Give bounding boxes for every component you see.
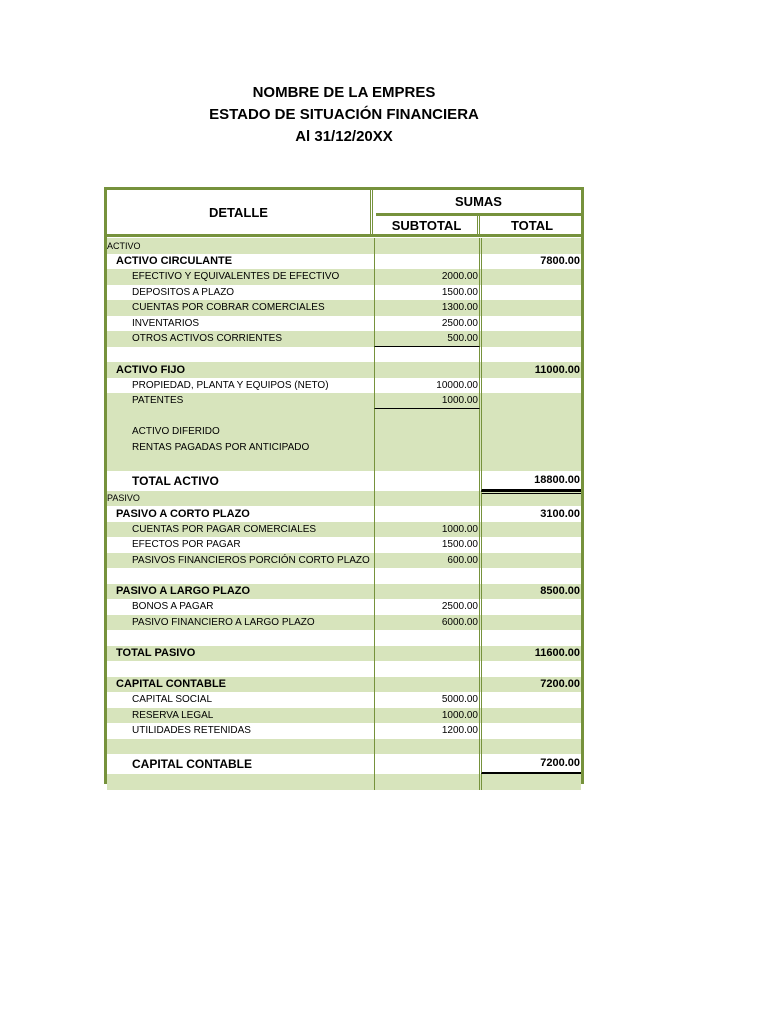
table-row <box>107 347 581 363</box>
row-subtotal: 2500.00 <box>374 599 480 615</box>
table-row <box>107 522 581 538</box>
row-detail <box>107 739 373 755</box>
table-row <box>107 708 581 724</box>
row-total <box>481 316 581 332</box>
table-row <box>107 316 581 332</box>
column-header-detalle: DETALLE <box>107 190 373 235</box>
table-row <box>107 506 581 522</box>
row-detail <box>107 455 373 471</box>
row-total <box>481 300 581 316</box>
row-detail: PROPIEDAD, PLANTA Y EQUIPOS (NETO) <box>132 379 329 391</box>
row-total <box>481 285 581 301</box>
row-detail: PASIVO <box>107 493 140 504</box>
row-total <box>481 491 581 507</box>
row-detail: ACTIVO <box>107 240 141 251</box>
row-subtotal: 1000.00 <box>374 708 480 724</box>
row-total <box>481 568 581 584</box>
table-row <box>107 537 581 553</box>
row-detail <box>107 630 373 646</box>
table-row <box>107 440 581 456</box>
row-subtotal <box>374 677 480 693</box>
document-title-block <box>104 82 584 148</box>
table-row <box>107 568 581 584</box>
column-header-sumas: SUMAS <box>376 190 581 216</box>
row-detail: PATENTES <box>132 395 184 407</box>
table-row <box>107 646 581 662</box>
row-detail: PASIVO A LARGO PLAZO <box>116 585 251 598</box>
row-detail: RESERVA LEGAL <box>132 709 214 721</box>
table-row <box>107 774 581 790</box>
row-subtotal: 1300.00 <box>374 300 480 316</box>
row-detail: RENTAS PAGADAS POR ANTICIPADO <box>132 441 310 453</box>
row-subtotal: 1500.00 <box>374 285 480 301</box>
row-total <box>481 378 581 394</box>
table-row <box>107 723 581 739</box>
row-total <box>481 424 581 440</box>
row-subtotal: 500.00 <box>374 331 480 347</box>
table-row <box>107 754 581 774</box>
row-subtotal <box>374 491 480 507</box>
table-row <box>107 739 581 755</box>
row-total <box>481 393 581 409</box>
row-total <box>481 739 581 755</box>
row-detail: PASIVO A CORTO PLAZO <box>116 507 250 520</box>
row-total <box>481 630 581 646</box>
row-total: 8500.00 <box>481 584 581 600</box>
row-total <box>481 522 581 538</box>
table-row <box>107 630 581 646</box>
table-row <box>107 269 581 285</box>
table-body <box>107 238 581 790</box>
table-row <box>107 238 581 254</box>
row-detail <box>107 409 373 425</box>
statement-date: Al 31/12/20XX <box>295 128 393 145</box>
row-subtotal <box>374 754 480 774</box>
row-detail: PASIVO FINANCIERO A LARGO PLAZO <box>132 616 315 628</box>
table-row <box>107 584 581 600</box>
company-name: NOMBRE DE LA EMPRES <box>252 84 436 101</box>
row-detail <box>107 568 373 584</box>
table-row <box>107 409 581 425</box>
table-row <box>107 491 581 507</box>
row-detail: ACTIVO CIRCULANTE <box>116 255 233 268</box>
row-subtotal <box>374 568 480 584</box>
row-total <box>481 409 581 425</box>
header-divider <box>107 234 581 237</box>
row-total: 7800.00 <box>481 254 581 270</box>
row-subtotal: 2500.00 <box>374 316 480 332</box>
row-subtotal <box>374 661 480 677</box>
table-row <box>107 661 581 677</box>
row-total <box>481 347 581 363</box>
row-subtotal <box>374 584 480 600</box>
row-subtotal: 1500.00 <box>374 537 480 553</box>
row-total: 3100.00 <box>481 506 581 522</box>
table-row <box>107 331 581 347</box>
row-total <box>481 615 581 631</box>
row-subtotal <box>374 362 480 378</box>
table-row <box>107 599 581 615</box>
row-total <box>481 692 581 708</box>
row-detail: CAPITAL SOCIAL <box>132 694 213 706</box>
statement-title: ESTADO DE SITUACIÓN FINANCIERA <box>209 106 479 123</box>
row-detail: CAPITAL CONTABLE <box>132 757 252 771</box>
row-total: 11600.00 <box>481 646 581 662</box>
row-subtotal: 6000.00 <box>374 615 480 631</box>
row-detail: CAPITAL CONTABLE <box>116 678 226 691</box>
row-subtotal <box>374 630 480 646</box>
row-subtotal <box>374 739 480 755</box>
row-detail: UTILIDADES RETENIDAS <box>132 725 251 737</box>
row-subtotal <box>374 424 480 440</box>
table-row <box>107 692 581 708</box>
row-detail: DEPOSITOS A PLAZO <box>132 286 235 298</box>
table-row <box>107 677 581 693</box>
row-detail <box>107 347 373 363</box>
row-total <box>481 708 581 724</box>
row-total <box>481 537 581 553</box>
row-detail: TOTAL ACTIVO <box>132 473 219 488</box>
table-row <box>107 378 581 394</box>
row-total <box>481 774 581 790</box>
table-row <box>107 424 581 440</box>
table-row <box>107 393 581 409</box>
row-subtotal: 1000.00 <box>374 522 480 538</box>
table-row <box>107 285 581 301</box>
row-detail <box>107 661 373 677</box>
row-subtotal: 2000.00 <box>374 269 480 285</box>
row-subtotal <box>374 440 480 456</box>
column-header-total: TOTAL <box>510 218 554 233</box>
table-row <box>107 471 581 491</box>
row-subtotal <box>374 254 480 270</box>
row-detail: PASIVOS FINANCIEROS PORCIÓN CORTO PLAZO <box>132 554 370 566</box>
row-detail <box>107 774 373 790</box>
row-subtotal <box>374 506 480 522</box>
row-total <box>481 455 581 471</box>
table-row <box>107 553 581 569</box>
row-subtotal <box>374 774 480 790</box>
row-detail: EFECTIVO Y EQUIVALENTES DE EFECTIVO <box>132 271 340 283</box>
row-detail: TOTAL PASIVO <box>116 647 196 660</box>
row-subtotal <box>374 471 480 491</box>
row-detail: ACTIVO DIFERIDO <box>132 426 220 438</box>
row-total: 7200.00 <box>481 754 581 774</box>
row-subtotal: 600.00 <box>374 553 480 569</box>
row-subtotal: 1000.00 <box>374 393 480 409</box>
row-detail: EFECTOS POR PAGAR <box>132 539 241 551</box>
row-detail: INVENTARIOS <box>132 317 200 329</box>
row-detail: ACTIVO FIJO <box>116 363 186 376</box>
row-total <box>481 723 581 739</box>
row-subtotal <box>374 455 480 471</box>
table-header <box>107 190 581 235</box>
row-subtotal: 10000.00 <box>374 378 480 394</box>
row-subtotal: 5000.00 <box>374 692 480 708</box>
row-total: 7200.00 <box>481 677 581 693</box>
row-total <box>481 331 581 347</box>
row-total: 11000.00 <box>481 362 581 378</box>
row-subtotal <box>374 646 480 662</box>
row-detail: CUENTAS POR PAGAR COMERCIALES <box>132 523 317 535</box>
table-row <box>107 300 581 316</box>
row-total <box>481 269 581 285</box>
row-total <box>481 553 581 569</box>
row-total <box>481 599 581 615</box>
row-detail: OTROS ACTIVOS CORRIENTES <box>132 333 283 345</box>
table-row <box>107 615 581 631</box>
table-row <box>107 362 581 378</box>
row-total: 18800.00 <box>481 471 581 491</box>
row-subtotal <box>374 409 480 425</box>
row-total <box>481 661 581 677</box>
row-subtotal <box>374 347 480 363</box>
table-row <box>107 455 581 471</box>
table-row <box>107 254 581 270</box>
row-subtotal: 1200.00 <box>374 723 480 739</box>
row-detail: CUENTAS POR COBRAR COMERCIALES <box>132 302 325 314</box>
row-total <box>481 238 581 254</box>
row-subtotal <box>374 238 480 254</box>
column-header-subtotal: SUBTOTAL <box>376 216 480 235</box>
row-detail: BONOS A PAGAR <box>132 601 214 613</box>
balance-sheet-table <box>104 187 584 784</box>
row-total <box>481 440 581 456</box>
